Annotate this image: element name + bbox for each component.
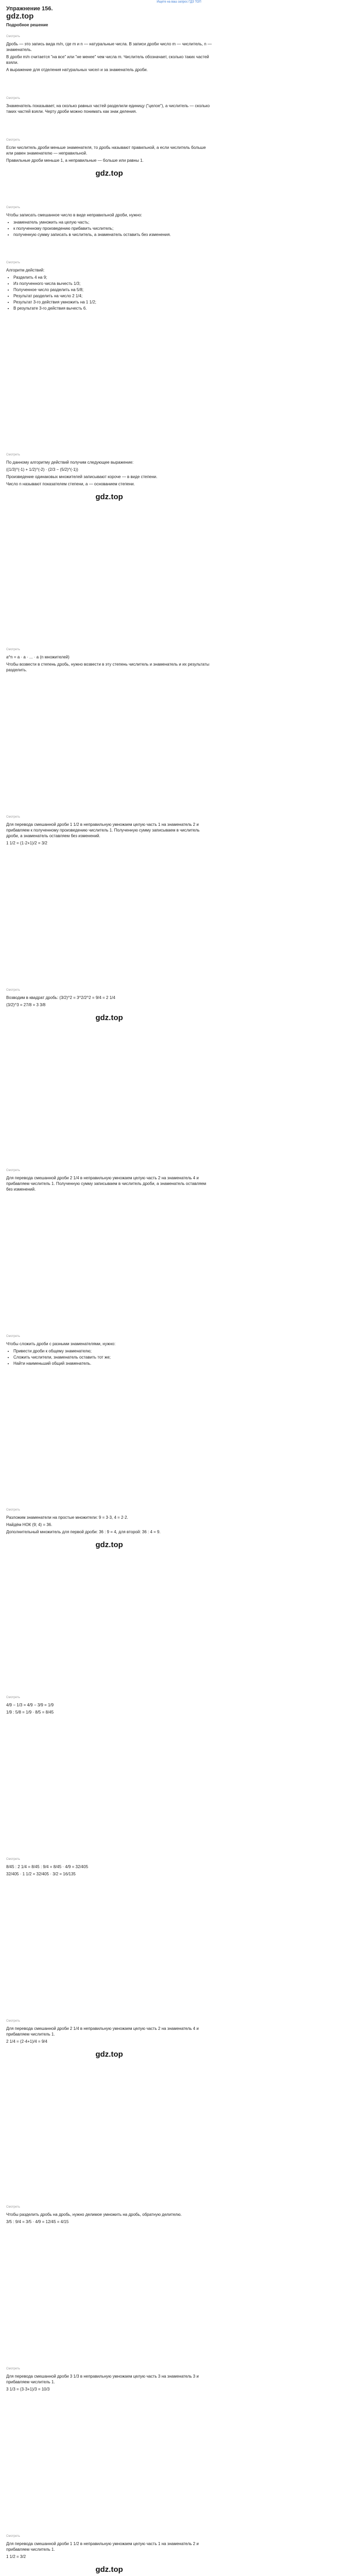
show-link[interactable]: Смотреть — [6, 1335, 20, 1338]
step-text: Произведение одинаковых множителей записывают короче — в виде степени. — [6, 474, 158, 479]
solution-step — [6, 815, 212, 981]
spacer — [6, 2226, 212, 2360]
show-link[interactable]: Смотреть — [6, 2206, 20, 2209]
show-link[interactable]: Смотреть — [6, 1509, 20, 1512]
solution-step — [6, 1695, 212, 1851]
step-text: ((1/3)^(-1) + 1/2)^(-2) · (2/3 − (5/2)^(-1)) — [6, 467, 78, 472]
step-text: Разложим знаменатели на простые множители: 9 = 3·3, 4 = 2·2. — [6, 1515, 128, 1520]
solution-step — [6, 1334, 212, 1501]
solution-step — [6, 205, 212, 254]
step-text: Для перевода смешанной дроби 1 1/2 в неправильную умножаем целую часть 1 на знаменатель 2 и прибавляем к полученному произведению числитель 1. Полученную сумму записываем в числитель дроби, а знаменатель оставляем без изменений. — [6, 822, 200, 838]
top-note[interactable]: Ищете на ваш запрос ГДЗ ТОП — [157, 1, 201, 4]
show-link[interactable]: Смотреть — [6, 1696, 20, 1699]
step-text: Если числитель дроби меньше знаменателя, то дробь называют правильной, а если числитель больше или равен знаменателю — неправильной. — [6, 145, 206, 156]
step-text: Чтобы сложить дроби с разными знаменателями, нужно: — [6, 1342, 116, 1346]
solution-step — [6, 260, 212, 446]
step-text: Дополнительный множитель для первой дроби: 36 : 9 = 4, для второй: 36 : 4 = 9. — [6, 1530, 161, 1534]
solution-step — [6, 2534, 212, 2576]
step-text: Чтобы записать смешанное число в виде неправильной дроби, нужно: — [6, 213, 142, 217]
solution-step — [6, 96, 212, 131]
solution-sections — [6, 34, 212, 2576]
step-text: Возводим в квадрат дробь: (3/2)^2 = 3^2/2^2 = 9/4 = 2 1/4 — [6, 995, 115, 1000]
show-link[interactable]: Смотреть — [6, 648, 20, 651]
watermark: gdz.top — [95, 1013, 123, 1022]
spacer — [6, 1717, 212, 1851]
spacer — [6, 1555, 212, 1689]
watermark: gdz.top — [95, 2050, 123, 2059]
list-item: • В результате 3-го действия вычесть 6. — [13, 306, 212, 311]
step-text: Число n называют показателем степени, a — основанием степени. — [6, 482, 135, 486]
spacer — [6, 1367, 212, 1501]
step-list — [13, 219, 212, 238]
step-text: 4/9 − 1/3 = 4/9 − 3/9 = 1/9 — [6, 1703, 54, 1707]
exercise-title: Упражнение 156. — [6, 6, 53, 12]
step-text: Для перевода смешанной дроби 1 1/2 в неправильную умножаем целую часть 1 на знаменатель 2 и прибавляем числитель 1. — [6, 2541, 199, 2552]
list-item: • полученную сумму записать в числитель, а знаменатель оставить без изменения. — [13, 232, 212, 238]
spacer — [6, 239, 212, 254]
step-text: В дроби m/n считается "на все" или "не менее" чем числа m. Числитель обозначает, сколько таких частей взяли. — [6, 55, 209, 65]
step-text: Дробь — это запись вида m/n, где m и n — натуральные числа. В записи дроби число m — числитель, n — знаменатель. — [6, 42, 212, 52]
step-text: А выражение для отделения натуральных чисел и за знаменатель дроби. — [6, 67, 148, 72]
spacer — [6, 183, 212, 199]
step-text: Для перевода смешанной дроби 2 1/4 в неправильную умножаем целую часть 2 на знаменатель 4 и прибавляем числитель 1. — [6, 2026, 199, 2037]
spacer — [6, 116, 212, 131]
solution-step — [6, 34, 212, 90]
list-item: • Результат 3-го действия умножить на 1 1/2; — [13, 299, 212, 305]
show-link[interactable]: Смотреть — [6, 816, 20, 819]
step-text: 3 1/3 = (3·3+1)/3 = 10/3 — [6, 2387, 50, 2392]
solution-step — [6, 2366, 212, 2528]
solution-step — [6, 647, 212, 808]
step-text: (3/2)^3 = 27/8 = 3 3/8 — [6, 1003, 46, 1007]
show-link[interactable]: Смотреть — [6, 139, 20, 142]
solution-step — [6, 1168, 212, 1328]
step-text: 3/5 : 9/4 = 3/5 · 4/9 = 12/45 = 4/15 — [6, 2219, 69, 2224]
solution-step — [6, 1857, 212, 2012]
spacer — [6, 674, 212, 808]
list-item: • Результат разделить на число 2 1/4; — [13, 293, 212, 299]
spacer — [6, 74, 212, 90]
solution-page — [6, 5, 212, 2576]
show-link[interactable]: Смотреть — [6, 35, 20, 38]
step-text: 2 1/4 = (2·4+1)/4 = 9/4 — [6, 2039, 47, 2044]
step-text: Знаменатель показывает, на сколько равных частей разделили единицу ("целое"), а числитель — сколько таких частей взяли. Черту дроби можно понимать как знак деления. — [6, 104, 210, 114]
spacer — [6, 507, 212, 641]
step-text: Чтобы разделить дробь на дробь, нужно делимое умножить на дробь, обратную делителю. — [6, 2212, 182, 2217]
step-text: 32/405 · 1 1/2 = 32/405 · 3/2 = 16/135 — [6, 1872, 76, 1876]
list-item: • Разделить 4 на 9; — [13, 275, 212, 280]
list-item: • Полученное число разделить на 5/8; — [13, 287, 212, 293]
list-item: • знаменатель умножить на целую часть; — [13, 219, 212, 225]
spacer — [6, 2064, 212, 2198]
step-list — [13, 275, 212, 311]
step-list — [13, 1348, 212, 1366]
solution-step — [6, 1507, 212, 1689]
show-link[interactable]: Смотреть — [6, 989, 20, 992]
list-item: • Привести дроби к общему знаменателю; — [13, 1348, 212, 1354]
watermark: gdz.top — [95, 493, 123, 501]
step-text: Найдём НОК (9; 4) = 36. — [6, 1522, 53, 1527]
solution-step — [6, 138, 212, 199]
list-item: • Найти наименьший общий знаменатель. — [13, 1361, 212, 1366]
step-text: Правильные дроби меньше 1, а неправильные — больше или равны 1. — [6, 158, 144, 163]
step-text: Для перевода смешанной дроби 3 1/3 в неправильную умножаем целую часть 3 на знаменатель 3 и прибавляем числитель 1. — [6, 2374, 199, 2384]
spacer — [6, 312, 212, 446]
solution-step — [6, 988, 212, 1162]
spacer — [6, 848, 212, 981]
show-link[interactable]: Смотреть — [6, 261, 20, 264]
solution-step — [6, 2205, 212, 2360]
spacer — [6, 1028, 212, 1162]
list-item: • к полученному произведению прибавить числитель; — [13, 226, 212, 231]
show-link[interactable]: Смотреть — [6, 2367, 20, 2370]
step-text: 8/45 : 2 1/4 = 8/45 : 9/4 = 8/45 · 4/9 = 32/405 — [6, 1865, 89, 1869]
step-text: Чтобы возвести в степень дробь, нужно возвести в эту степень числитель и знаменатель и их результаты разделить. — [6, 662, 210, 672]
step-text: По данному алгоритму действий получим следующее выражение: — [6, 460, 134, 465]
show-link[interactable]: Смотреть — [6, 206, 20, 209]
step-text: 1/9 : 5/8 = 1/9 · 8/5 = 8/45 — [6, 1710, 54, 1715]
list-item: • Сложить числители, знаменатель оставить тот же; — [13, 1354, 212, 1360]
step-text: a^n = a · a · ... · a (n множителей) — [6, 655, 70, 659]
step-text: Для перевода смешанной дроби 2 1/4 в неправильную умножаем целую часть 2 на знаменатель 4 и прибавляем числитель 1. Полученную сумму записываем в числитель дроби, а знаменатель оставляем без изменений. — [6, 1176, 207, 1192]
solution-title: Подробное решение — [6, 23, 48, 27]
spacer — [6, 1878, 212, 2012]
watermark: gdz.top — [95, 1540, 123, 1549]
spacer — [6, 1194, 212, 1328]
solution-step — [6, 452, 212, 641]
watermark: gdz.top — [95, 169, 123, 178]
show-link[interactable]: Смотреть — [6, 1858, 20, 1861]
step-text: 1 1/2 = (1·2+1)/2 = 3/2 — [6, 841, 47, 845]
solution-step — [6, 2019, 212, 2198]
show-link[interactable]: Смотреть — [6, 2020, 20, 2023]
watermark: gdz.top — [95, 2565, 123, 2574]
step-text: Алгоритм действий: — [6, 268, 45, 273]
show-link[interactable]: Смотреть — [6, 2535, 20, 2538]
step-text: 1 1/2 = 3/2 — [6, 2554, 26, 2559]
watermark: gdz.top — [6, 12, 34, 21]
list-item: • Из полученного числа вычесть 1/3; — [13, 281, 212, 286]
show-link[interactable]: Смотреть — [6, 453, 20, 456]
show-link[interactable]: Смотреть — [6, 1169, 20, 1172]
show-link[interactable]: Смотреть — [6, 97, 20, 100]
spacer — [6, 2394, 212, 2528]
